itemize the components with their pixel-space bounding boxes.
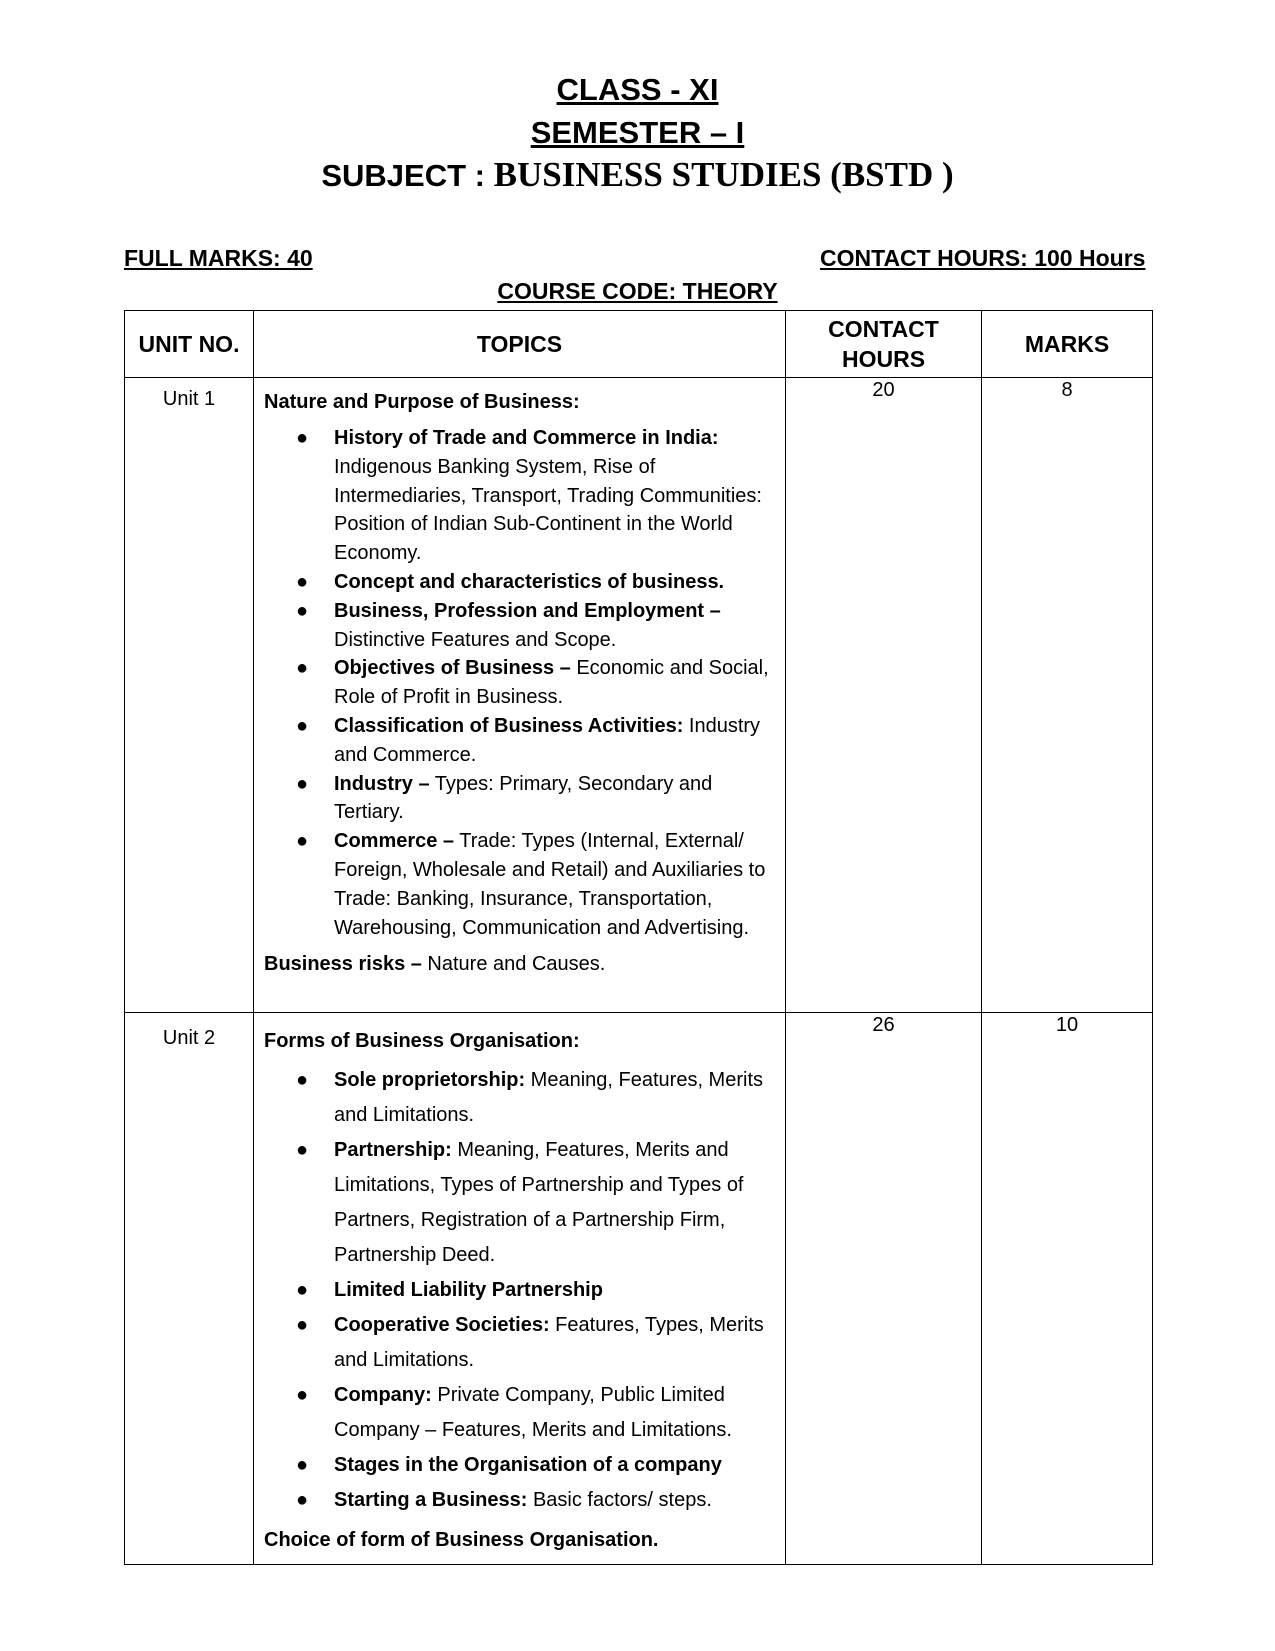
bullet-icon: ● [296, 1069, 309, 1091]
contact-hours-cell: 20 [786, 378, 982, 1013]
header-topics: TOPICS [254, 311, 786, 378]
list-item [296, 568, 775, 597]
item-bold: History of Trade and Commerce in India: [334, 427, 719, 449]
course-code: COURSE CODE: THEORY [497, 278, 778, 304]
item-text: Economic and Social, Role of Profit in Business. [334, 657, 769, 709]
list-item [296, 654, 775, 712]
header-marks: MARKS [982, 311, 1153, 378]
topic-list [264, 1063, 775, 1518]
item-bold: Limited Liability Partnership [334, 1279, 603, 1301]
bullet-icon: ● [296, 427, 309, 449]
bullet-icon: ● [296, 714, 309, 737]
topic-list [264, 424, 775, 942]
item-bold: Concept and characteristics of business. [334, 570, 725, 593]
item-bold: Stages in the Organisation of a company [334, 1454, 722, 1476]
item-text: Distinctive Features and Scope. [334, 628, 617, 651]
bullet-icon: ● [296, 1314, 309, 1336]
item-text: Private Company, Public Limited Company – Features, Merits and Limitations. [334, 1384, 732, 1441]
item-text: Meaning, Features, Merits and Limitations. [334, 1069, 763, 1126]
bullet-icon: ● [296, 657, 309, 680]
bullet-icon: ● [296, 1279, 309, 1301]
unit-cell: Unit 2 [125, 1013, 254, 1565]
footer-bold: Business risks – [264, 953, 422, 976]
topic-heading: Forms of Business Organisation: [264, 1030, 580, 1052]
list-item [296, 597, 775, 655]
item-bold: Sole proprietorship: [334, 1069, 526, 1091]
marks-cell: 8 [982, 378, 1153, 1013]
list-item [296, 827, 775, 942]
item-bold: Cooperative Societies: [334, 1314, 550, 1336]
item-bold: Business, Profession and Employment – [334, 599, 721, 622]
bullet-icon: ● [296, 1139, 309, 1161]
subject-name: BUSINESS STUDIES (BSTD ) [493, 155, 954, 194]
topics-cell [254, 1013, 786, 1565]
item-bold: Commerce – [334, 830, 455, 853]
list-item [296, 424, 775, 568]
header-contact-hours-line1: CONTACT [828, 316, 939, 342]
list-item [296, 1308, 775, 1378]
item-bold: Partnership: [334, 1139, 452, 1161]
semester-title [0, 113, 1275, 153]
bullet-icon: ● [296, 599, 309, 622]
item-bold: Classification of Business Activities: [334, 714, 684, 737]
header-contact-hours [786, 311, 982, 378]
bullet-icon: ● [296, 570, 309, 593]
list-item [296, 1378, 775, 1448]
item-bold: Starting a Business: [334, 1489, 528, 1511]
item-text: Features, Types, Merits and Limitations. [334, 1314, 764, 1371]
item-bold: Industry – [334, 772, 430, 795]
subject-title [0, 155, 1275, 196]
full-marks: FULL MARKS: 40 [124, 245, 313, 271]
bullet-icon: ● [296, 830, 309, 853]
class-title [0, 70, 1275, 110]
table-header-row [125, 311, 1153, 378]
footer-bold: Choice of form of Business Organisation. [264, 1529, 659, 1551]
item-text: Meaning, Features, Merits and Limitations, Types of Partnership and Types of Partners, Registration of a Partnership Firm, Partnership Deed. [334, 1139, 744, 1266]
list-item [296, 1133, 775, 1273]
bullet-icon: ● [296, 1384, 309, 1406]
topic-heading: Nature and Purpose of Business: [264, 391, 580, 413]
bullet-icon: ● [296, 1454, 309, 1476]
unit-cell: Unit 1 [125, 378, 254, 1013]
header-unit-no: UNIT NO. [125, 311, 254, 378]
footer-text: Nature and Causes. [421, 953, 606, 976]
item-text: Trade: Types (Internal, External/ Foreign, Wholesale and Retail) and Auxiliaries to Trade: Banking, Insurance, Transportation, Warehousing, Communication and Advertising. [334, 830, 766, 939]
marks-cell: 10 [982, 1013, 1153, 1565]
contact-hours-cell: 26 [786, 1013, 982, 1565]
item-text: Basic factors/ steps. [527, 1489, 712, 1511]
syllabus-table [124, 310, 1153, 1565]
topic-footer [264, 950, 775, 978]
list-item [296, 712, 775, 770]
list-item [296, 1273, 775, 1308]
list-item [296, 1448, 775, 1483]
header-contact-hours-line2: HOURS [841, 346, 926, 372]
contact-hours-total: CONTACT HOURS: 100 Hours [820, 245, 1146, 271]
bullet-icon: ● [296, 1489, 309, 1511]
table-row [125, 378, 1153, 1013]
item-text: Indigenous Banking System, Rise of Intermediaries, Transport, Trading Communities: Position of Indian Sub-Continent in the World Economy. [334, 455, 762, 565]
topic-footer [264, 1526, 775, 1554]
list-item [296, 770, 775, 828]
semester-line: SEMESTER – I [530, 115, 745, 150]
class-line: CLASS - XI [556, 72, 719, 107]
subject-label: SUBJECT : [321, 158, 485, 193]
item-text: Types: Primary, Secondary and Tertiary. [334, 772, 713, 824]
topics-cell [254, 378, 786, 1013]
table-row [125, 1013, 1153, 1565]
item-text: Industry and Commerce. [334, 714, 761, 766]
item-bold: Company: [334, 1384, 432, 1406]
list-item [296, 1483, 775, 1518]
item-bold: Objectives of Business – [334, 657, 571, 680]
list-item [296, 1063, 775, 1133]
bullet-icon: ● [296, 772, 309, 795]
